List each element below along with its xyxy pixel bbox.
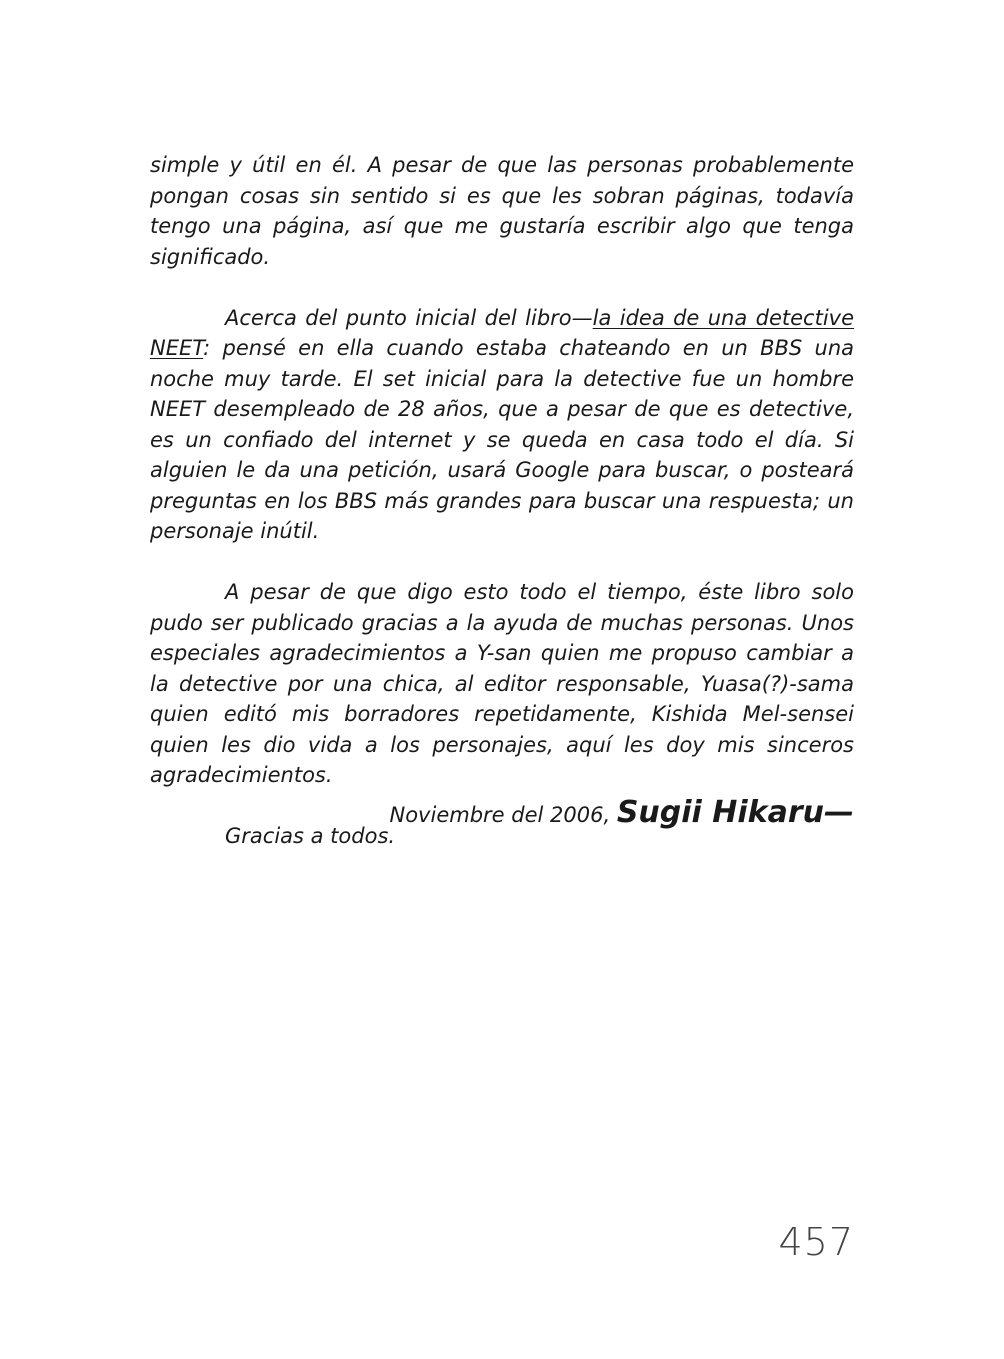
paragraph-4: Gracias a todos. <box>225 824 396 848</box>
paragraph-2-rest: : pensé en ella cuando estaba chateando en un BBS una noche muy tarde. El set inicial para la detective fue un hombre NEET desempleado de 28 años, que a pesar de que es detective, es un confiado del internet y se queda en casa todo el día. Si alguien le da una petición, usará Google para buscar, o posteará preguntas en los BBS más grandes para buscar una respuesta; un personaje inútil. <box>150 336 854 543</box>
signature-date: Noviembre del 2006, <box>389 803 617 827</box>
afterword-text <box>150 150 854 882</box>
paragraph-1: simple y útil en él. A pesar de que las personas probablemente pongan cosas sin sentido si es que les sobran páginas, todavía tengo una página, así que me gustaría escribir algo que tenga significado. <box>150 153 854 269</box>
paragraph-2-lead: Acerca del punto inicial del libro— <box>225 305 593 330</box>
signature-line <box>150 795 854 830</box>
paragraph-2 <box>150 303 854 547</box>
paragraph-3: A pesar de que digo esto todo el tiempo, éste libro solo pudo ser publicado gracias a la ayuda de muchas personas. Unos especiales agradecimientos a Y-san quien me propuso cambiar a la detective por una chica, al editor responsable, Yuasa(?)-sama quien editó mis borradores repetidamente, Kishida Mel-sensei quien les dio vida a los personajes, aquí les doy mis sinceros agradecimientos. <box>150 580 854 787</box>
signature-author: Sugii Hikaru— <box>616 795 854 830</box>
page-number: 457 <box>778 1220 854 1264</box>
paragraph-2-underlined-phrase: la idea de una detective NEET <box>150 305 855 360</box>
